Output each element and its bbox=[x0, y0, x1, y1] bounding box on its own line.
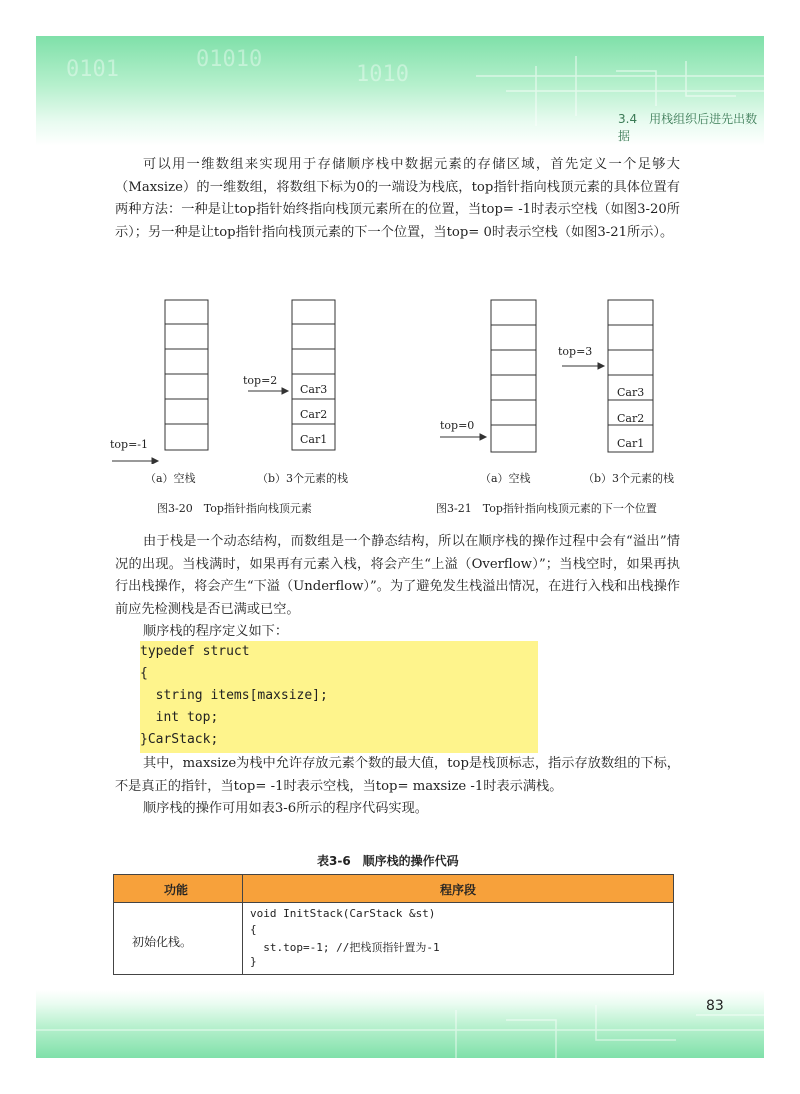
table-header-row bbox=[114, 875, 673, 903]
table-code-line: } bbox=[250, 955, 257, 968]
footer-decoration bbox=[36, 990, 764, 1058]
fig21-caption: 图3-21 Top指针指向栈顶元素的下一个位置 bbox=[436, 502, 657, 515]
maxsize-paragraph: 其中，maxsize为栈中允许存放元素个数的最大值，top是栈顶标志，指示存放数组的下标，不是真正的指针，当top= -1时表示空栈，当top= maxsize -1时表示满栈。 bbox=[115, 756, 680, 794]
code-line: }CarStack; bbox=[140, 732, 219, 747]
fig20-caption: 图3-20 Top指针指向栈顶元素 bbox=[157, 502, 312, 515]
code-block bbox=[140, 641, 538, 753]
table-code-line: st.top=-1; //把栈顶指针置为-1 bbox=[250, 941, 440, 954]
empty-stack-a bbox=[491, 300, 536, 452]
pointer-arrow-a bbox=[112, 458, 158, 464]
table-code-line: void InitStack(CarStack &st) bbox=[250, 907, 436, 920]
section-title: 3.4 用栈组织后进先出数据 bbox=[618, 112, 758, 143]
fig21-sub-a: （a）空栈 bbox=[480, 472, 531, 485]
fig20-pointer-b-label: top=2 bbox=[243, 374, 278, 387]
header-band bbox=[36, 36, 764, 146]
fig21-pointer-a-label: top=0 bbox=[440, 419, 475, 432]
svg-text:1010: 1010 bbox=[356, 62, 409, 87]
code-line: typedef struct bbox=[140, 644, 250, 659]
svg-text:0101: 0101 bbox=[66, 57, 119, 82]
fig21-sub-b: （b）3个元素的栈 bbox=[583, 472, 675, 485]
fig20-pointer-a-label: top=-1 bbox=[110, 438, 149, 451]
fig20-item-car3: Car3 bbox=[300, 383, 328, 396]
svg-text:01010: 01010 bbox=[196, 47, 263, 72]
full-stack-b bbox=[608, 300, 653, 452]
fig21-item-car3: Car3 bbox=[617, 386, 645, 399]
table-code-line: { bbox=[250, 923, 257, 936]
fig20-sub-b: （b）3个元素的栈 bbox=[257, 472, 349, 485]
fig21-pointer-b-label: top=3 bbox=[558, 345, 593, 358]
fig21-item-car2: Car2 bbox=[617, 412, 645, 425]
table-column-divider bbox=[242, 875, 243, 974]
full-stack-b bbox=[292, 300, 335, 450]
fig20-sub-a: （a）空栈 bbox=[145, 472, 196, 485]
empty-stack-a bbox=[165, 300, 208, 450]
footer-band bbox=[36, 990, 764, 1058]
fig20-item-car2: Car2 bbox=[300, 408, 328, 421]
operations-table bbox=[113, 874, 674, 975]
code-line: { bbox=[140, 666, 148, 681]
table-header-code: 程序段 bbox=[440, 883, 477, 897]
definition-intro: 顺序栈的程序定义如下： bbox=[143, 624, 289, 639]
pointer-arrow-b bbox=[248, 388, 288, 394]
table-header-function: 功能 bbox=[164, 883, 189, 897]
table-intro: 顺序栈的操作可用如表3-6所示的程序代码实现。 bbox=[143, 801, 428, 816]
code-line: string items[maxsize]; bbox=[140, 688, 328, 703]
table-title: 表3-6 顺序栈的操作代码 bbox=[317, 854, 459, 868]
table-cell-function: 初始化栈。 bbox=[132, 935, 193, 949]
fig21-item-car1: Car1 bbox=[617, 437, 645, 450]
overflow-paragraph: 由于栈是一个动态结构，而数组是一个静态结构，所以在顺序栈的操作过程中会有“溢出”情况的出现。当栈满时，如果再有元素入栈，将会产生“上溢（Overflow）”；当栈空时，如果再执行出栈操作，将会产生“下溢（Underflow）”。为了避免发生栈溢出情况，在进行入栈和出栈操作前应先检测栈是否已满或已空。 bbox=[115, 534, 680, 617]
pointer-arrow-a bbox=[440, 434, 486, 440]
page-number: 83 bbox=[706, 998, 724, 1014]
pointer-arrow-b bbox=[562, 363, 604, 369]
fig20-item-car1: Car1 bbox=[300, 433, 328, 446]
intro-paragraph: 可以用一维数组来实现用于存储顺序栈中数据元素的存储区域，首先定义一个足够大（Maxsize）的一维数组，将数组下标为0的一端设为栈底，top指针指向栈顶元素的具体位置有两种方法：一种是让top指针始终指向栈顶元素所在的位置，当top= -1时表示空栈（如图3-20所示）；另一种是让top指针指向栈顶元素的下一个位置，当top= 0时表示空栈（如图3-21所示）。 bbox=[115, 157, 680, 240]
code-line: int top; bbox=[140, 710, 219, 725]
